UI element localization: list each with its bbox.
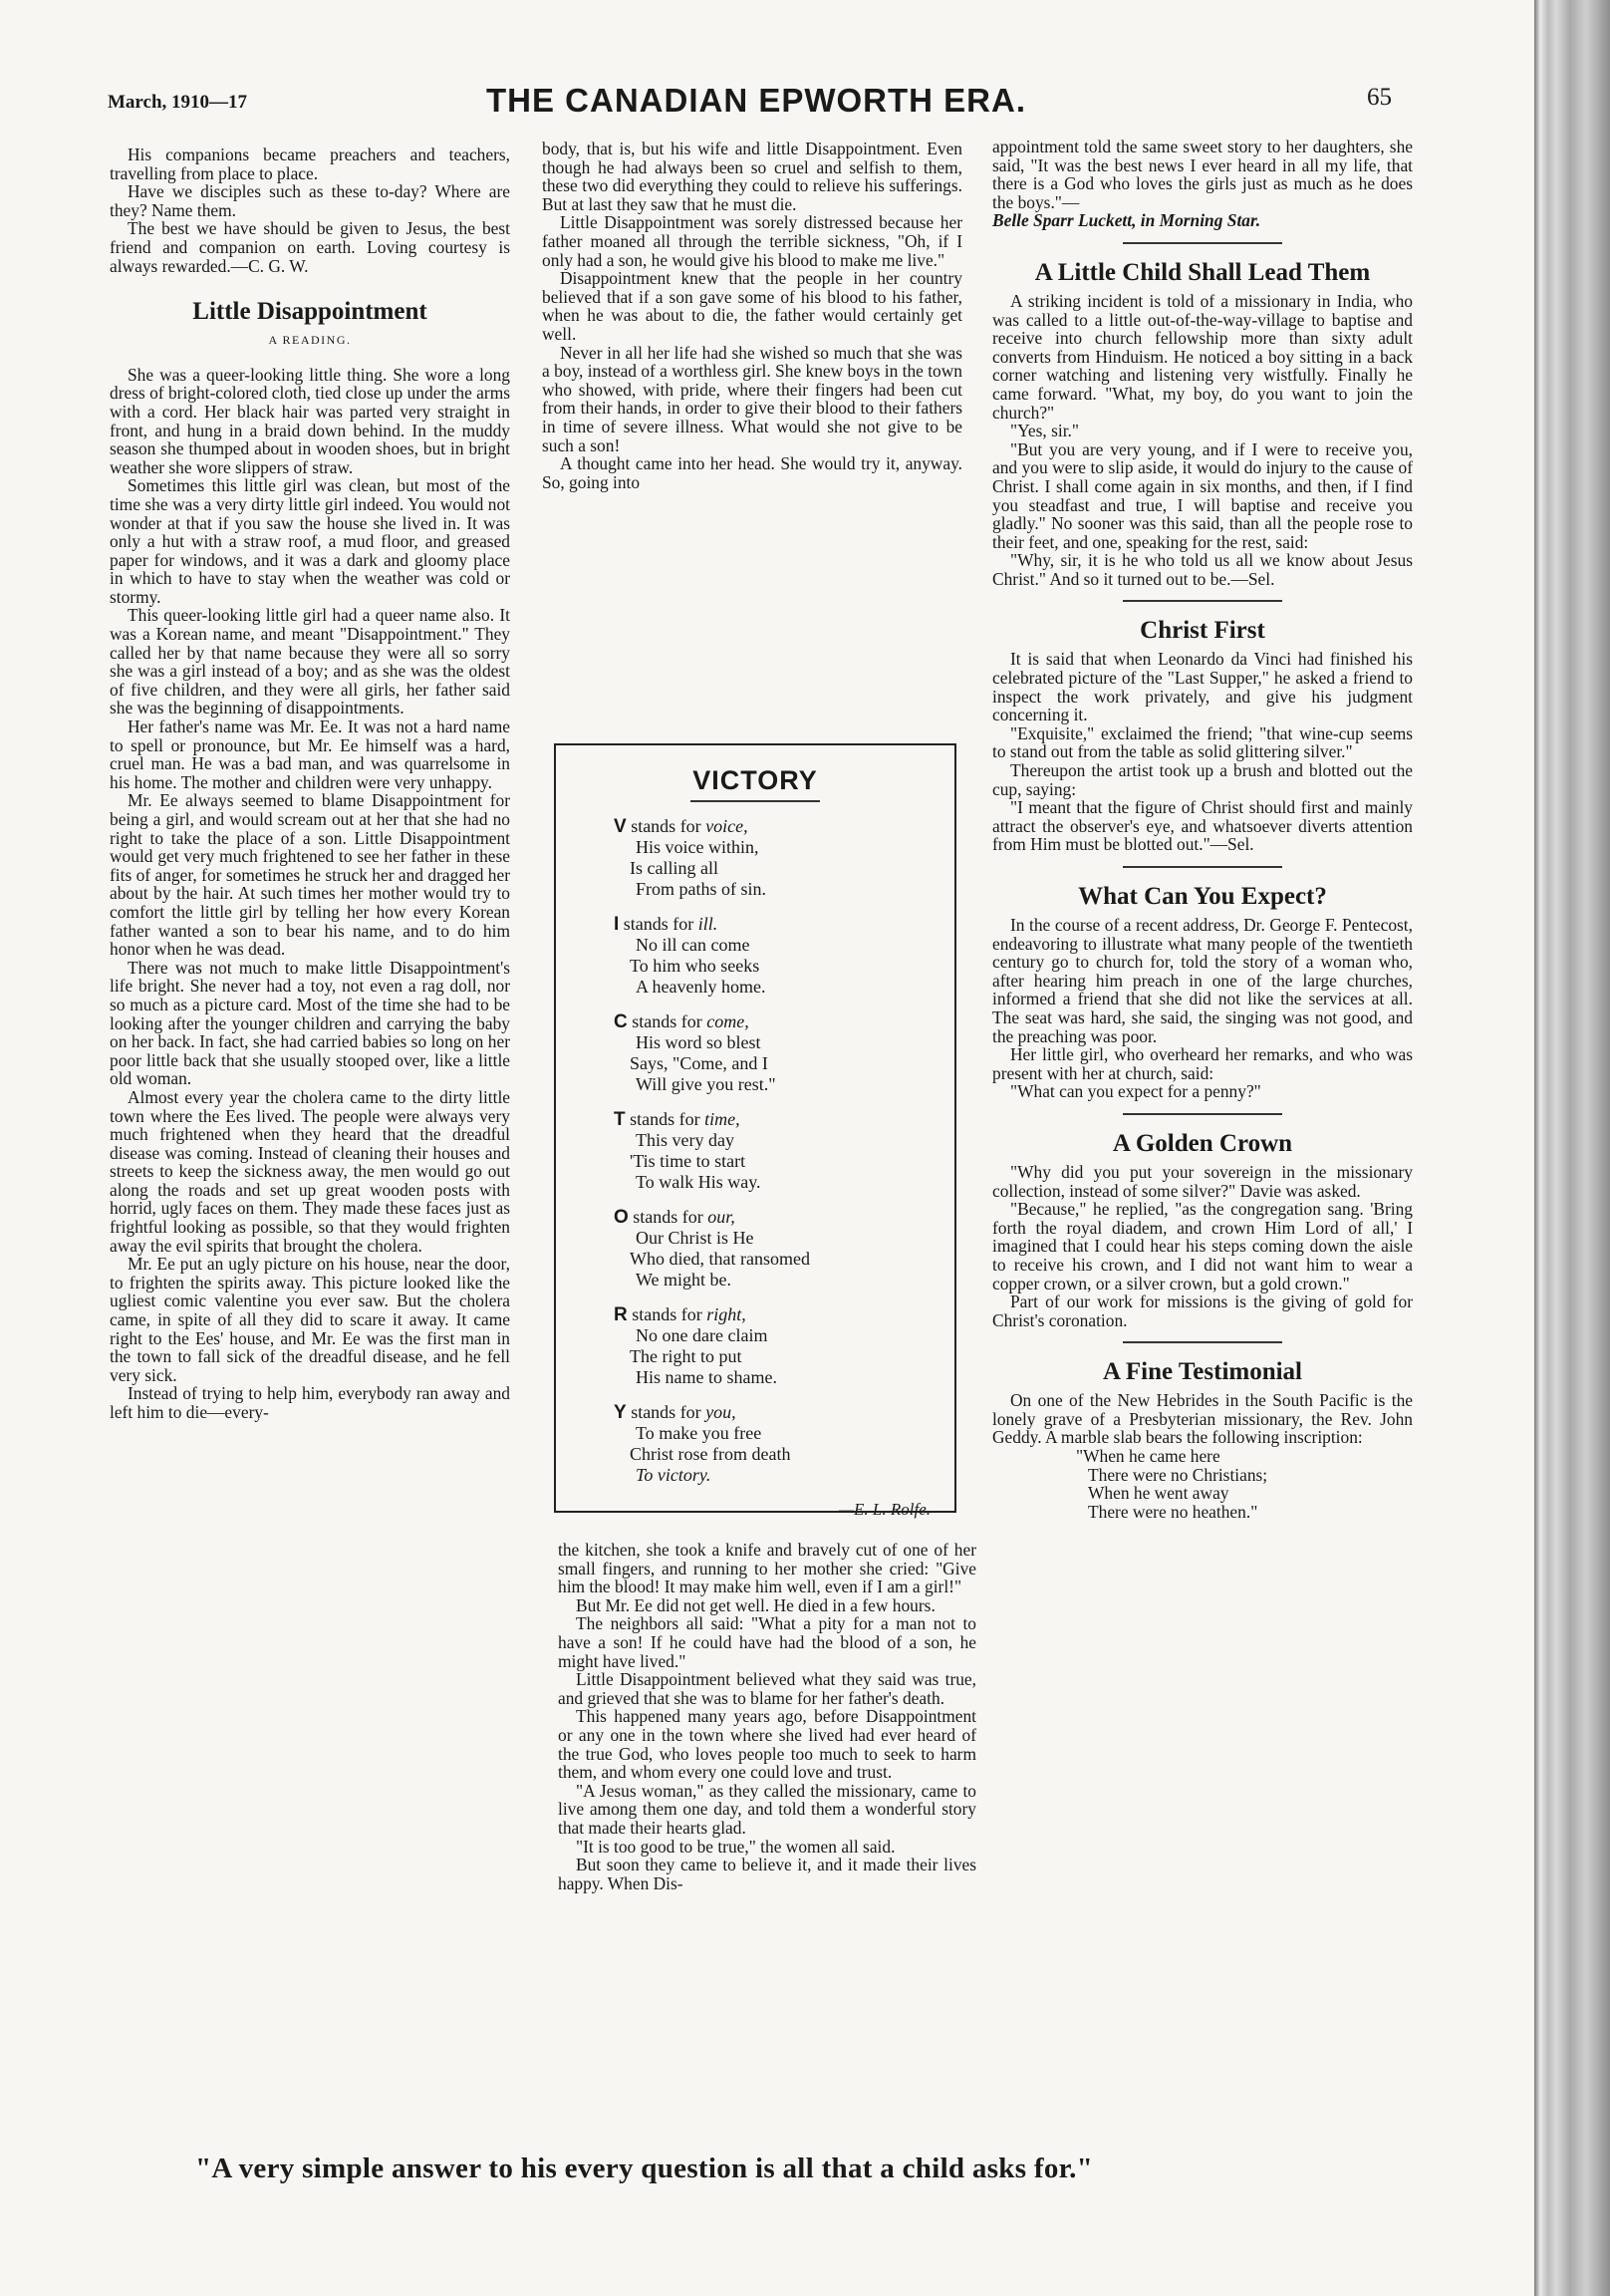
stanza-lead: stands for xyxy=(632,1011,702,1031)
stanza-line: Our Christ is He xyxy=(636,1228,754,1248)
paragraph: Have we disciples such as these to-day? Where are they? Name them. xyxy=(110,181,510,220)
stanza-first-line xyxy=(614,1402,954,1423)
footer-quote: "A very simple answer to his every question is all that a child asks for." xyxy=(195,2152,1094,2184)
stanza-line: Says, "Come, and I xyxy=(630,1053,768,1073)
stanza-first-line xyxy=(614,1207,954,1228)
poem-stanza xyxy=(614,1207,954,1291)
paragraph: Disappointment knew that the people in her country believed that if a son gave some of his blood to his father, when he was about to die, the father would certainly get well. xyxy=(542,268,962,344)
stanza-line: Christ rose from death xyxy=(630,1444,791,1464)
inscription-line: There were no heathen." xyxy=(1088,1501,1258,1522)
article-title: Little Disappointment xyxy=(192,298,427,326)
stanza-line: We might be. xyxy=(636,1270,732,1290)
stanza-first-line xyxy=(614,1109,954,1130)
publication-title: THE CANADIAN EPWORTH ERA. xyxy=(486,82,1026,119)
paragraph: Part of our work for missions is the giving of gold for Christ's coronation. xyxy=(992,1292,1413,1330)
acrostic-letter: C xyxy=(614,1011,628,1032)
acrostic-word: voice, xyxy=(705,816,748,836)
stanza-line: From paths of sin. xyxy=(636,879,767,899)
stanza-lead: stands for xyxy=(632,1304,702,1324)
paragraph: "Yes, sir." xyxy=(1010,421,1079,441)
stanza-line: To make you free xyxy=(636,1423,762,1443)
acrostic-letter: I xyxy=(614,914,620,935)
stanza-line: His voice within, xyxy=(636,837,759,857)
stanza-line: No ill can come xyxy=(636,935,750,955)
stanza-line: To him who seeks xyxy=(630,956,760,976)
section-title: A Fine Testimonial xyxy=(1102,1358,1303,1386)
poem-stanza xyxy=(614,914,954,998)
acrostic-letter: V xyxy=(614,816,627,837)
paragraph: On one of the New Hebrides in the South Pacific is the lonely grave of a Presbyterian missionary, the Rev. John Geddy. A marble slab bears the following inscription: xyxy=(992,1390,1413,1448)
poem-stanzas xyxy=(556,816,954,1486)
acrostic-word: right, xyxy=(706,1304,746,1324)
column-1 xyxy=(110,145,510,1422)
paragraph: body, that is, but his wife and little Disappointment. Even though he had always been so cruel and selfish to them, these two did everything they could to relieve his sufferings. But at last they saw that he must die. xyxy=(542,139,962,214)
paragraph: The neighbors all said: "What a pity for a man not to have a son! If he could have had the blood of a son, he might have lived." xyxy=(558,1613,976,1671)
stanza-lead: stands for xyxy=(630,1109,700,1129)
acrostic-word: our, xyxy=(707,1207,735,1227)
stanza-first-line xyxy=(614,816,954,837)
acrostic-letter: Y xyxy=(614,1402,627,1423)
paragraph: "Why did you put your sovereign in the missionary collection, instead of some silver?" Davie was asked. xyxy=(992,1161,1413,1201)
column-2-top xyxy=(542,140,962,491)
column-3 xyxy=(992,138,1413,1521)
acrostic-letter: R xyxy=(614,1304,628,1325)
paragraph: But soon they came to believe it, and it made their lives happy. When Dis- xyxy=(558,1855,976,1893)
stanza-line: To walk His way. xyxy=(636,1172,761,1192)
stanza-line: A heavenly home. xyxy=(636,977,766,997)
victory-poem-box xyxy=(554,743,956,1519)
stanza-line: His word so blest xyxy=(636,1032,761,1052)
poem-stanza xyxy=(614,1402,954,1486)
inscription-line: "When he came here xyxy=(1076,1446,1220,1467)
paragraph: This queer-looking little girl had a queer name also. It was a Korean name, and meant "Disappointment." They called her by that name because they were all so sorry she was a girl instead of a boy; and as she was the oldest of five children, and they were all girls, her father said she was the beginning of disappointments. xyxy=(110,605,510,718)
section-title: What Can You Expect? xyxy=(1078,883,1327,910)
stanza-line: Who died, that ransomed xyxy=(630,1249,810,1269)
stanza-line: No one dare claim xyxy=(636,1325,768,1345)
section-divider xyxy=(1123,1113,1282,1115)
poem-stanza xyxy=(614,1011,954,1095)
paragraph: appointment told the same sweet story to her daughters, she said, "It was the best news I ever heard in all my life, that there is a God who loves the girls just as much as he does the boys."— xyxy=(992,137,1413,212)
inscription-line: When he went away xyxy=(1088,1483,1229,1504)
paragraph: Her little girl, who overheard her remarks, and who was present with her at church, said: xyxy=(992,1044,1413,1083)
section-divider xyxy=(1123,1341,1282,1343)
paragraph: "Exquisite," exclaimed the friend; "that wine-cup seems to stand out from the table as solid glittering silver." xyxy=(992,722,1413,762)
section-title: A Golden Crown xyxy=(1112,1129,1293,1157)
stanza-lead: stands for xyxy=(623,914,694,934)
section-divider xyxy=(1123,866,1282,868)
poem-stanza xyxy=(614,1304,954,1388)
acrostic-word: ill. xyxy=(697,914,718,934)
paragraph: Mr. Ee always seemed to blame Disappointment for being a girl, and would scream out at her that she had no right to take the place of a son. Little Disappointment would get very much frightened to see her father in these fits of anger, for sometimes he struck her and dragged her about by the hair. At such times her mother would try to comfort the little girl by telling her how every Korean father wanted a son to bear his name, and to do him honor when he was dead. xyxy=(110,790,510,960)
lead-attribution: Belle Sparr Luckett, in Morning Star. xyxy=(992,210,1261,231)
acrostic-word: come, xyxy=(706,1011,749,1031)
paragraph: Little Disappointment believed what they said was true, and grieved that she was to blame for her father's death. xyxy=(558,1669,976,1708)
inscription-line: There were no Christians; xyxy=(1088,1464,1268,1485)
paragraph: "A Jesus woman," as they called the missionary, came to live among them one day, and told them a wonderful story that made their hearts glad. xyxy=(558,1780,976,1838)
paragraph: His companions became preachers and teachers, travelling from place to place. xyxy=(110,144,510,183)
section-title: A Little Child Shall Lead Them xyxy=(1034,258,1371,286)
paragraph: The best we have should be given to Jesus, the best friend and companion on earth. Loving courtesy is always rewarded.—C. G. W. xyxy=(110,218,510,276)
stanza-line: Is calling all xyxy=(630,858,718,878)
poem-stanza xyxy=(614,816,954,900)
stanza-line: 'Tis time to start xyxy=(630,1151,746,1171)
section-title: Christ First xyxy=(1140,617,1265,645)
column-2-bottom xyxy=(558,1541,976,1892)
stanza-first-line xyxy=(614,1011,954,1032)
paragraph: the kitchen, she took a knife and bravely cut of one of her small fingers, and running to her mother she cried: "Give him the blood! It may make him well, even if I am a girl!" xyxy=(558,1540,976,1597)
article-subtitle: A READING. xyxy=(268,333,352,348)
paragraph: It is said that when Leonardo da Vinci had finished his celebrated picture of the "Last Supper," he asked a friend to inspect the work privately, and give his judgment concerning it. xyxy=(992,649,1413,725)
stanza-line: His name to shame. xyxy=(636,1367,777,1387)
paragraph: She was a queer-looking little thing. She wore a long dress of bright-colored cloth, tied close up under the arms with a cord. Her black hair was parted very straight in front, and hung in a braid down behind. In the muddy season she thumped about in wooden shoes, but in bright weather she wore slippers of straw. xyxy=(110,364,510,477)
paragraph: "What can you expect for a penny?" xyxy=(1010,1081,1261,1102)
stanza-lead: stands for xyxy=(631,816,701,836)
paragraph: "Why, sir, it is he who told us all we know about Jesus Christ." And so it turned out to be.—Sel. xyxy=(992,550,1413,589)
acrostic-letter: O xyxy=(614,1207,629,1228)
acrostic-word: you, xyxy=(705,1402,736,1422)
title-underline xyxy=(690,800,820,802)
paragraph: Little Disappointment was sorely distressed because her father moaned all through the terrible sickness, "Oh, if I only had a son, he would give his blood to make me live." xyxy=(542,212,962,270)
section-divider xyxy=(1123,600,1282,602)
paragraph: Almost every year the cholera came to the dirty little town where the Ees lived. The people were always very much frightened when they heard that the dreadful disease was coming. Instead of cleaning their houses and streets to keep the sickness away, the men would go out along the roads and set up great wooden posts with horrid, ugly faces on them. They made these faces just as frightful looking as possible, so that they would frighten away the evil spirits that brought the cholera. xyxy=(110,1086,510,1256)
section-divider xyxy=(1123,242,1282,244)
stanza-lead: stands for xyxy=(633,1207,703,1227)
paragraph: This happened many years ago, before Disappointment or any one in the town where she lived had ever heard of the true God, who loves people too much to seek to harm them, and whom every one could love and trust. xyxy=(558,1706,976,1783)
stanza-first-line xyxy=(614,914,954,935)
paragraph: Instead of trying to help him, everybody ran away and left him to die—every- xyxy=(110,1383,510,1422)
paragraph: "But you are very young, and if I were to receive you, and you were to slip aside, it would do injury to the cause of Christ. I shall come again in six months, and then, if I find you steadfast and true, I will baptise and receive you gladly." No sooner was this said, than all the people rose to their feet, and one, speaking for the rest, said: xyxy=(992,438,1413,552)
paragraph: "Because," he replied, "as the congregation sang. 'Bring forth the royal diadem, and crown Him Lord of all,' I imagined that I could hear his steps coming down the aisle to receive his crown, and I did not want him to wear a copper crown, or a silver crown, but a gold crown." xyxy=(992,1199,1413,1293)
acrostic-letter: T xyxy=(614,1109,626,1130)
paragraph: In the course of a recent address, Dr. George F. Pentecost, endeavoring to illustrate what many people of the twentieth century go to church for, told the story of a woman who, after hearing him preach in one of the large churches, informed a friend that she did not like the services at all. The seat was hard, she said, the singing was not good, and the preaching was poor. xyxy=(992,915,1413,1046)
book-spine-edge xyxy=(1534,0,1610,2296)
paragraph: Mr. Ee put an ugly picture on his house, near the door, to frighten the spirits away. This picture looked like the ugliest comic valentine you ever saw. But the cholera came, in spite of all they did to scare it away. It came right to the Ees' house, and Mr. Ee was the first man in the town to fall sick of the dreadful disease, and he fell very sick. xyxy=(110,1254,510,1385)
paragraph: "It is too good to be true," the women all said. xyxy=(576,1836,896,1857)
issue-date: March, 1910—17 xyxy=(108,92,248,113)
stanza-first-line xyxy=(614,1304,954,1325)
poem-stanza xyxy=(614,1109,954,1193)
paragraph: Never in all her life had she wished so much that she was a boy, instead of a worthless girl. She knew boys in the town who showed, with pride, where their fingers had been cut from their hands, in order to give their blood to their fathers in time of severe illness. What would she not give to be such a son! xyxy=(542,342,962,455)
poem-attribution: —E. L. Rolfe. xyxy=(838,1500,931,1519)
acrostic-word: time, xyxy=(704,1109,740,1129)
paragraph: "I meant that the figure of Christ should first and mainly attract the observer's eye, and whatsoever diverts attention from Him must be blotted out."—Sel. xyxy=(992,797,1413,855)
stanza-line: This very day xyxy=(636,1130,734,1150)
stanza-line: The right to put xyxy=(630,1346,742,1366)
stanza-lead: stands for xyxy=(631,1402,701,1422)
paragraph: Sometimes this little girl was clean, but most of the time she was a very dirty little girl indeed. You would not wonder at that if you saw the house she lived in. It was only a hut with a straw roof, a mud floor, and greased paper for windows, and it was a dark and gloomy place in which to have to stay when the weather was cold or stormy. xyxy=(110,475,510,607)
paragraph: A striking incident is told of a missionary in India, who was called to a little out-of-the-way-village to baptise and receive into church fellowship more than sixty adult converts from Hinduism. He noticed a boy sitting in a back corner watching and listening very wistfully. Finally he came forward. "What, my boy, do you want to join the church?" xyxy=(992,290,1413,423)
page-number: 65 xyxy=(1367,84,1392,111)
paragraph: There was not much to make little Disappointment's life bright. She never had a toy, not even a rag doll, nor so much as a picture card. Most of the time she had to be looking after the younger children and carrying the baby on her back. In fact, she had carried babies so long on her poor little back that she usually stooped over, like a little old woman. xyxy=(110,957,510,1089)
paragraph: But Mr. Ee did not get well. He died in a few hours. xyxy=(576,1594,936,1615)
stanza-line: To victory. xyxy=(636,1465,711,1485)
stanza-line: Will give you rest." xyxy=(636,1074,776,1094)
paragraph: Her father's name was Mr. Ee. It was not a hard name to spell or pronounce, but Mr. Ee himself was a hard, cruel man. He was a bad man, and was quarrelsome in his home. The mother and children were very unhappy. xyxy=(110,717,510,792)
paragraph: Thereupon the artist took up a brush and blotted out the cup, saying: xyxy=(992,760,1413,799)
poem-title: VICTORY xyxy=(692,765,818,795)
paragraph: A thought came into her head. She would try it, anyway. So, going into xyxy=(542,453,962,492)
